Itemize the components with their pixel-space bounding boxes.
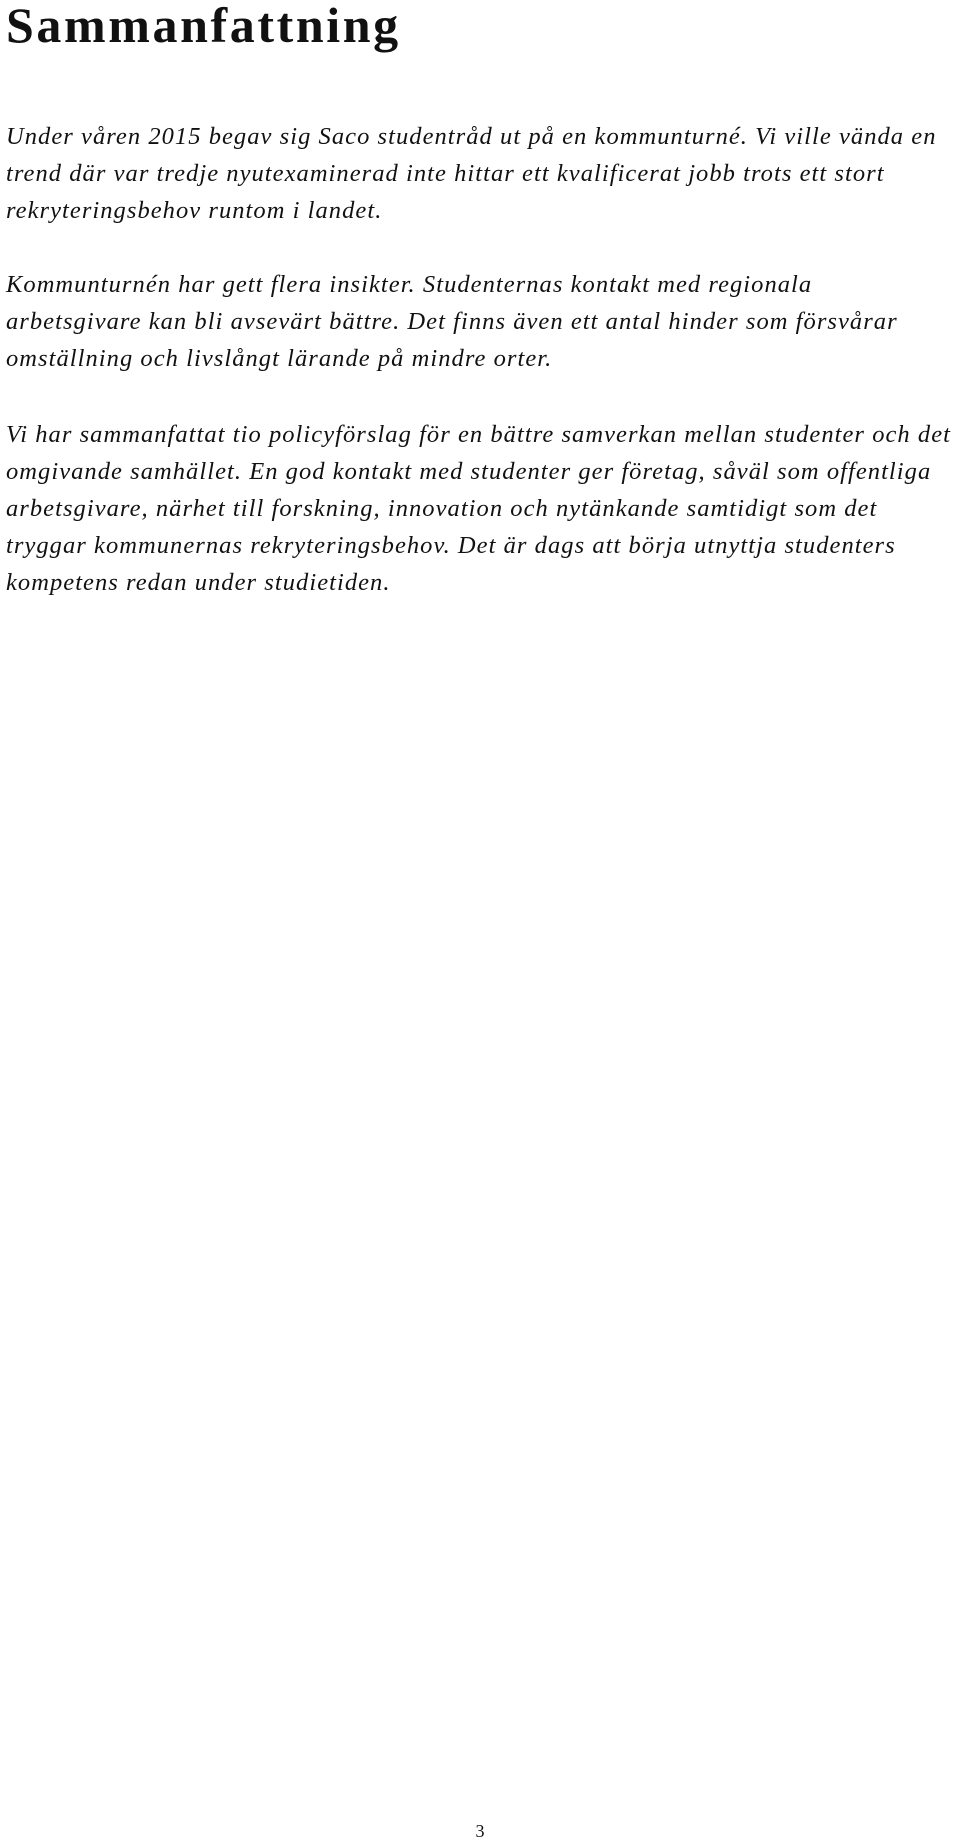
page-title: Sammanfattning bbox=[6, 0, 401, 53]
paragraph-intro: Under våren 2015 begav sig Saco studentråd ut på en kommunturné. Vi ville vända en trend där var tredje nyutexaminerad inte hittar ett kvalificerat jobb trots ett stort rekryteringsbehov runtom i landet. bbox=[6, 123, 937, 224]
page-number: 3 bbox=[475, 1821, 485, 1841]
paragraph-policy: Vi har sammanfattat tio policyförslag för en bättre samverkan mellan studenter och det omgivande samhället. En god kontakt med studenter ger företag, såväl som offentliga arbetsgivare, närhet till forskning, innovation och nytänkande samtidigt som det tryggar kommunernas rekryteringsbehov. Det är dags att börja utnyttja studenters kompetens redan under studietiden. bbox=[6, 421, 951, 596]
paragraph-insights: Kommunturnén har gett flera insikter. Studenternas kontakt med regionala arbetsgivare kan bli avsevärt bättre. Det finns även ett antal hinder som försvårar omställning och livslångt lärande på mindre orter. bbox=[6, 271, 898, 372]
